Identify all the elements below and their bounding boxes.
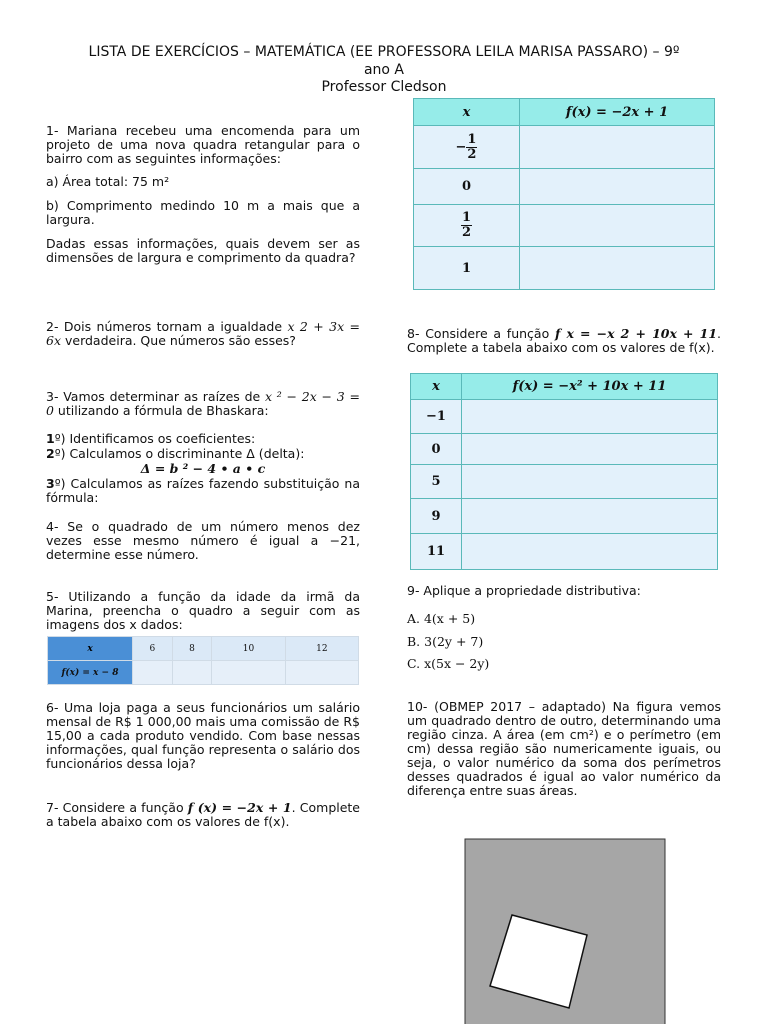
question-8-pre: 8- Considere a função [407,326,555,341]
question-3-equation: x ² − 2x − 3 = 0 [46,389,360,418]
q8-header-x: x [411,374,462,400]
q5-answer-cell[interactable] [172,661,212,685]
q8-header-f: f(x) = −x² + 10x + 11 [462,374,718,400]
question-9: 9- Aplique a propriedade distributiva: [407,583,641,598]
q5-row-label: f(x) = x − 8 [48,661,133,685]
question-4: 4- Se o quadrado de um número menos dez vezes esse mesmo número é igual a −21, determine esse número. [46,519,360,562]
q8-answer-cell[interactable] [462,465,718,499]
question-3-step-3 [46,477,360,505]
q8-x-cell: 11 [411,534,462,570]
q7-header-x: x [414,99,520,126]
q5-value-cell: 10 [212,637,285,661]
q7-x-cell [414,205,520,247]
question-9-item-c: C. x(5x − 2y) [407,656,490,671]
question-8 [407,327,721,355]
q7-answer-cell[interactable] [520,247,715,290]
step-3-number: 3 [46,476,55,491]
fraction [466,133,477,162]
q7-x-cell: 1 [414,247,520,290]
question-7 [46,801,360,829]
q7-answer-cell[interactable] [520,126,715,169]
question-3 [46,390,360,418]
q8-x-cell: 0 [411,434,462,465]
step-1-number: 1 [46,431,55,446]
q7-answer-cell[interactable] [520,169,715,205]
q8-answer-cell[interactable] [462,434,718,465]
q5-answer-cell[interactable] [212,661,285,685]
question-5: 5- Utilizando a função da idade da irmã da Marina, preencha o quadro a seguir com as imagens dos x dados: [46,589,360,632]
q5-value-cell: 8 [172,637,212,661]
q5-header-x: x [48,637,133,661]
question-7-post: . Complete a tabela abaixo com os valores de f(x). [46,800,361,829]
q5-value-cell: 12 [285,637,358,661]
question-1-intro: 1- Mariana recebeu uma encomenda para um projeto de uma nova quadra retangular para o bairro com as seguintes informações: [46,123,360,166]
question-2-equation: x 2 + 3x = 6x [46,319,360,348]
q8-answer-cell[interactable] [462,400,718,434]
fraction-numerator: 1 [467,131,477,147]
page-title: LISTA DE EXERCÍCIOS – MATEMÁTICA (EE PROFESSORA LEILA MARISA PASSARO) – 9º [88,44,680,60]
q8-answer-cell[interactable] [462,534,718,570]
q8-x-cell: 5 [411,465,462,499]
question-1-item-b: b) Comprimento medindo 10 m a mais que a largura. [46,198,360,227]
question-1-ask: Dadas essas informações, quais devem ser as dimensões de largura e comprimento da quadra? [46,236,360,265]
q7-header-f: f(x) = −2x + 1 [520,99,715,126]
question-3-post: utilizando a fórmula de Bhaskara: [53,403,269,418]
q8-answer-cell[interactable] [462,499,718,534]
q5-answer-cell[interactable] [285,661,358,685]
question-8-post: . Complete a tabela abaixo com os valores de f(x). [407,326,721,355]
fraction [461,211,472,240]
question-2 [46,320,360,348]
q7-x-cell [414,126,520,169]
q8-x-cell: 9 [411,499,462,534]
question-1-item-a: a) Área total: 75 m² [46,174,170,189]
step-3-text: º) Calculamos as raízes fazendo substituição na fórmula: [46,476,360,505]
question-3-step-1 [46,432,360,446]
question-10: 10- (OBMEP 2017 – adaptado) Na figura vemos um quadrado dentro de outro, determinando uma região cinza. A área (em cm²) e o perímetro (em cm) dessa região são numericamente iguais, ou seja, o valor numérico da soma dos perímetros desses quadrados é igual ao valor numérico da diferença entre suas áreas. [407,699,721,798]
fraction-denominator: 2 [467,146,477,162]
question-8-table [410,373,718,570]
fraction-denominator: 2 [461,225,472,240]
step-1-text: º) Identificamos os coeficientes: [54,431,256,446]
question-3-step-2 [46,447,360,461]
question-9-item-b: B. 3(2y + 7) [407,634,484,649]
delta-formula: Δ = b ² − 4 • a • c [140,461,266,476]
question-6: 6- Uma loja paga a seus funcionários um salário mensal de R$ 1 000,00 mais uma comissão de R$ 15,00 a cada produto vendido. Com base nessas informações, qual função representa o salário dos funcionários dessa loja? [46,700,360,771]
q5-answer-cell[interactable] [133,661,173,685]
question-7-table [413,98,715,290]
question-2-post: verdadeira. Que números são esses? [61,333,296,348]
question-7-function: f (x) = −2x + 1 [187,800,292,815]
fraction-numerator: 1 [461,210,472,225]
page-subtitle-teacher: Professor Cledson [321,79,447,95]
step-2-number: 2 [46,446,55,461]
question-5-table [47,636,359,685]
question-3-pre: 3- Vamos determinar as raízes de [46,389,265,404]
step-2-text: º) Calculamos o discriminante Δ (delta): [54,446,305,461]
question-9-item-a: A. 4(x + 5) [407,611,476,626]
q7-answer-cell[interactable] [520,205,715,247]
squares-figure [464,838,666,1024]
q5-value-cell: 6 [133,637,173,661]
q8-x-cell: −1 [411,400,462,434]
page-title-class: ano A [363,62,405,78]
question-2-pre: 2- Dois números tornam a igualdade [46,319,288,334]
question-7-pre: 7- Considere a função [46,800,188,815]
question-8-function: f x = −x 2 + 10x + 11 [554,326,718,341]
fraction-sign: − [455,139,467,155]
q7-x-cell: 0 [414,169,520,205]
